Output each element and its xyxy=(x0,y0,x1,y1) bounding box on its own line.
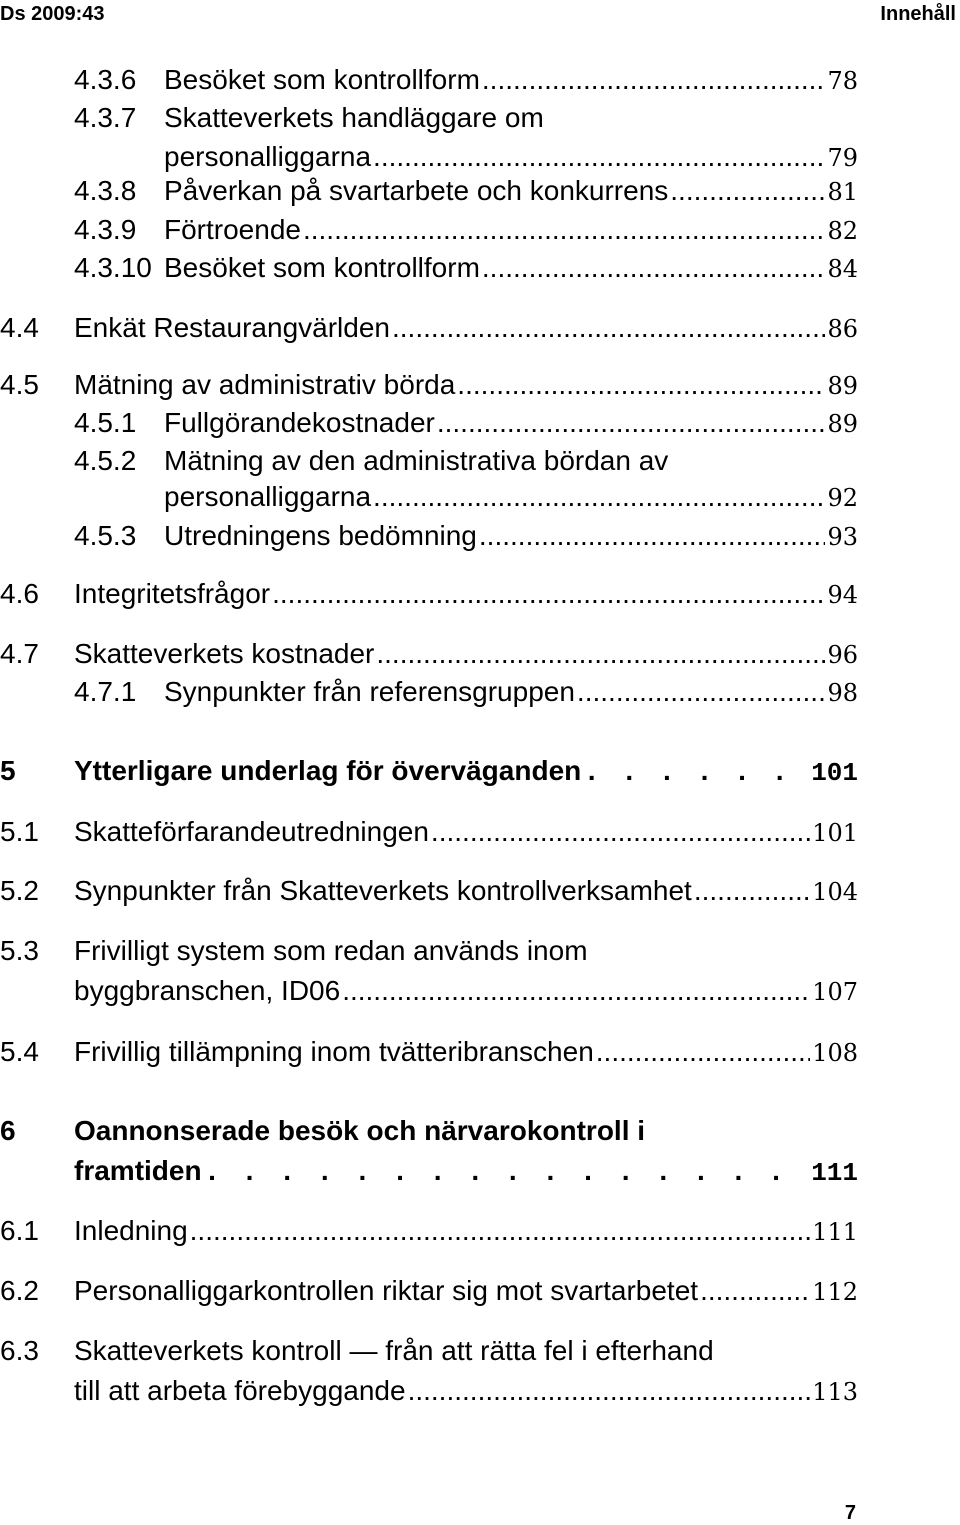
toc-dot-leader xyxy=(457,371,825,399)
toc-dot-leader xyxy=(303,216,825,244)
toc-entry-page: 101 xyxy=(811,758,858,788)
toc-entry-title: Mätning av administrativ börda xyxy=(74,369,456,400)
toc-entry-number: 4.3.10 xyxy=(74,252,152,283)
toc-entry-title: Besöket som kontrollform xyxy=(164,64,480,95)
toc-dot-leader xyxy=(482,66,826,94)
toc-entry-title: Utredningens bedömning xyxy=(164,520,477,551)
toc-entry-page: 92 xyxy=(827,484,858,512)
toc-entry-number: 5.4 xyxy=(0,1036,39,1067)
toc-dot-leader xyxy=(437,409,826,437)
toc-entry-title: Skatteverkets kontroll — från att rätta fel i efterhand xyxy=(74,1335,714,1366)
toc-entry-page: 81 xyxy=(827,178,858,206)
toc-entry-number: 5 xyxy=(0,755,16,786)
toc-entry-title: Förtroende xyxy=(164,214,301,245)
toc-entry-title-continued: byggbranschen, ID06 xyxy=(74,975,341,1006)
toc-entry-title: Besöket som kontrollform xyxy=(164,252,480,283)
toc-entry-page: 89 xyxy=(827,372,858,400)
toc-entry-page: 111 xyxy=(811,1158,858,1188)
toc-entry-page: 98 xyxy=(827,679,858,707)
toc-entry-page: 111 xyxy=(812,1218,858,1246)
toc-entry-title: Personalliggarkontrollen riktar sig mot svartarbetet xyxy=(74,1275,699,1306)
toc-entry-number: 6 xyxy=(0,1115,16,1146)
toc-entry-page: 84 xyxy=(827,255,858,283)
toc-dot-leader xyxy=(392,314,825,342)
toc-entry-title-continued: framtiden xyxy=(74,1155,202,1186)
page-number: 7 xyxy=(844,1502,856,1524)
toc-entry-page: 107 xyxy=(812,978,858,1006)
toc-entry-number: 4.5.2 xyxy=(74,445,137,476)
toc-entry-number: 4.7 xyxy=(0,638,39,669)
toc-entry-title: Skatteförfarandeutredningen xyxy=(74,816,429,847)
toc-entry-title: Synpunkter från Skatteverkets kontrollverksamhet xyxy=(74,875,692,906)
toc-entry-title: Mätning av den administrativa bördan av xyxy=(164,445,669,476)
toc-entry-number: 6.3 xyxy=(0,1335,39,1366)
toc-entry-title: Oannonserade besök och närvarokontroll i xyxy=(74,1115,646,1146)
toc-dot-leader xyxy=(408,1377,811,1405)
toc-entry-title-continued: till att arbeta förebyggande xyxy=(74,1375,406,1406)
running-header-left: Ds 2009:43 xyxy=(0,3,105,25)
toc-dot-leader xyxy=(577,678,826,706)
toc-entry-number: 4.7.1 xyxy=(74,676,137,707)
toc-entry-title: Enkät Restaurangvärlden xyxy=(74,312,390,343)
toc-dot-leader xyxy=(700,1277,810,1305)
toc-entry-title: Inledning xyxy=(74,1215,188,1246)
running-header-right: Innehåll xyxy=(880,3,956,25)
toc-entry-number: 4.4 xyxy=(0,312,39,343)
toc-entry-title: Synpunkter från referensgruppen xyxy=(164,676,575,707)
toc-entry-title: Integritetsfrågor xyxy=(74,578,271,609)
toc-entry-page: 78 xyxy=(827,67,858,95)
toc-entry-number: 4.5.3 xyxy=(74,520,137,551)
toc-dot-leader xyxy=(204,1160,810,1188)
toc-entry-page: 89 xyxy=(827,410,858,438)
toc-entry-title: Frivilligt system som redan används inom xyxy=(74,935,588,966)
toc-entry-title: Skatteverkets handläggare om xyxy=(164,102,544,133)
toc-entry-page: 86 xyxy=(827,315,858,343)
toc-dot-leader xyxy=(272,580,825,608)
toc-entry-number: 5.2 xyxy=(0,875,39,906)
toc-entry-number: 4.3.8 xyxy=(74,175,137,206)
toc-dot-leader xyxy=(431,818,810,846)
toc-entry-page: 101 xyxy=(812,819,858,847)
toc-entry-number: 6.1 xyxy=(0,1215,39,1246)
toc-entry-page: 113 xyxy=(812,1378,858,1406)
toc-entry-title: Skatteverkets kostnader xyxy=(74,638,375,669)
toc-dot-leader xyxy=(479,522,826,550)
toc-entry-title: Fullgörandekostnader xyxy=(164,407,435,438)
toc-entry-title: Påverkan på svartarbete och konkurrens xyxy=(164,175,669,206)
toc-dot-leader xyxy=(342,977,810,1005)
toc-entry-number: 4.6 xyxy=(0,578,39,609)
toc-dot-leader xyxy=(373,483,825,511)
toc-entry-page: 93 xyxy=(827,523,858,551)
toc-entry-number: 4.3.7 xyxy=(74,102,137,133)
toc-dot-leader xyxy=(694,877,810,905)
toc-dot-leader xyxy=(190,1217,811,1245)
toc-entry-page: 96 xyxy=(827,641,858,669)
toc-dot-leader xyxy=(373,143,825,171)
toc-entry-page: 82 xyxy=(827,217,858,245)
toc-dot-leader xyxy=(482,254,826,282)
toc-entry-number: 6.2 xyxy=(0,1275,39,1306)
toc-entry-number: 4.3.6 xyxy=(74,64,137,95)
toc-dot-leader xyxy=(596,1038,810,1066)
toc-entry-title-continued: personalliggarna xyxy=(164,141,372,172)
toc-entry-page: 112 xyxy=(812,1278,858,1306)
toc-entry-number: 5.3 xyxy=(0,935,39,966)
toc-entry-title: Frivillig tillämpning inom tvätteribranschen xyxy=(74,1036,594,1067)
toc-entry-page: 79 xyxy=(827,144,858,172)
toc-entry-title: Ytterligare underlag för överväganden xyxy=(74,755,582,786)
toc-entry-page: 104 xyxy=(812,878,858,906)
toc-entry-page: 94 xyxy=(827,581,858,609)
toc-entry-number: 4.5.1 xyxy=(74,407,137,438)
toc-entry-page: 108 xyxy=(812,1039,858,1067)
toc-entry-number: 4.3.9 xyxy=(74,214,137,245)
toc-dot-leader xyxy=(583,760,809,788)
toc-entry-title-continued: personalliggarna xyxy=(164,481,372,512)
toc-dot-leader xyxy=(376,640,825,668)
toc-entry-number: 5.1 xyxy=(0,816,39,847)
toc-entry-number: 4.5 xyxy=(0,369,39,400)
toc-dot-leader xyxy=(670,177,825,205)
